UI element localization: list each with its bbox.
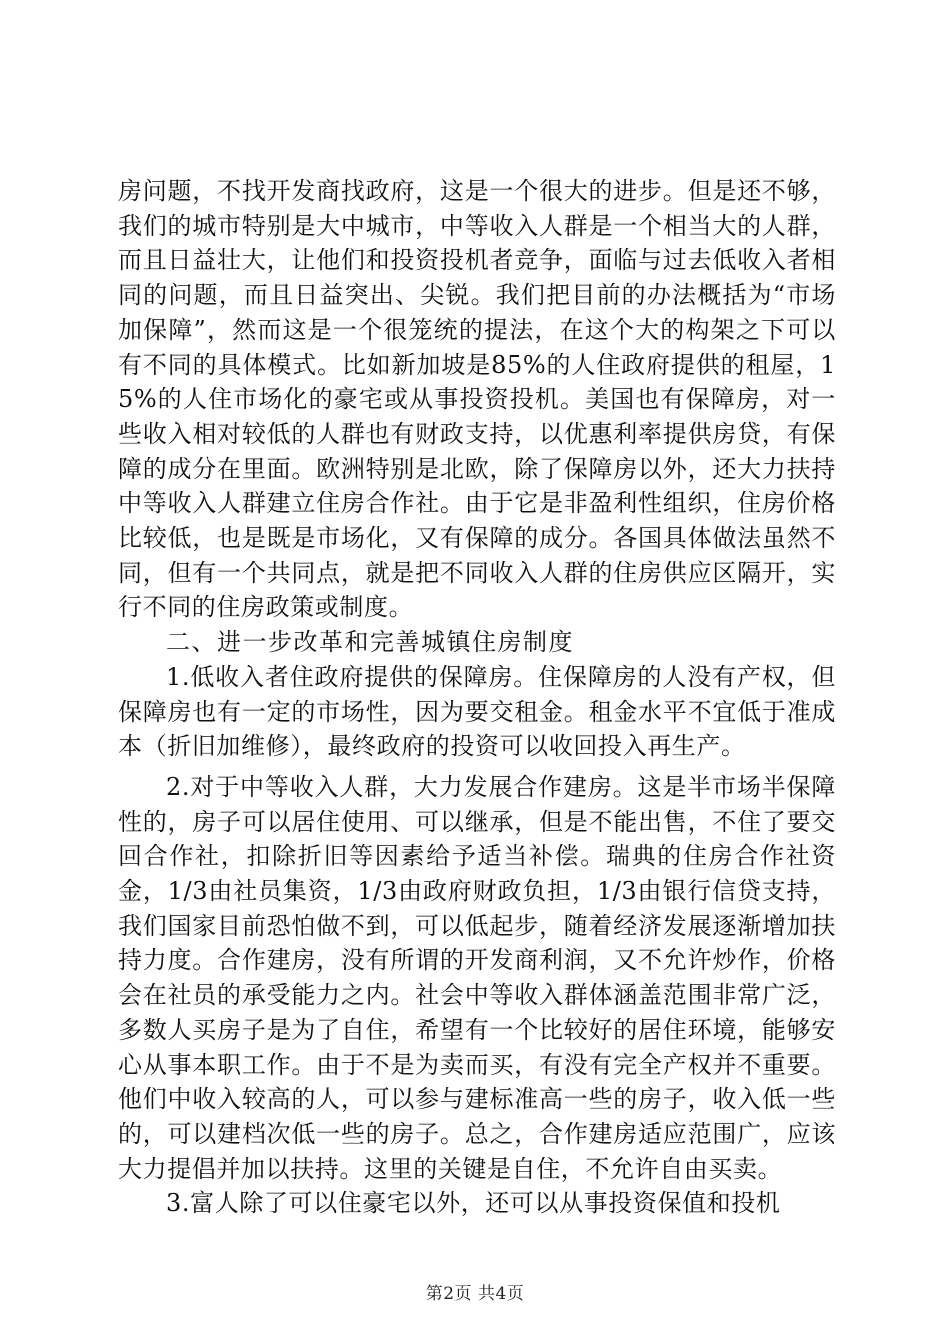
document-body bbox=[118, 174, 836, 1221]
section-heading: 二、进一步改革和完善城镇住房制度 bbox=[166, 628, 574, 657]
page-footer: 第2页 共4页 bbox=[425, 1284, 525, 1304]
list-item-3: 3.富人除了可以住豪宅以外，还可以从事投资保值和投机 bbox=[166, 1189, 781, 1218]
list-item-1: 1.低收入者住政府提供的保障房。住保障房的人没有产权，但保障房也有一定的市场性，因为要交租金。租金水平不宜低于准成本（折旧加维修），最终政府的投资可以收回投入再生产。 bbox=[118, 662, 836, 761]
paragraph-continuation: 房问题，不找开发商找政府，这是一个很大的进步。但是还不够，我们的城市特别是大中城市，中等收入人群是一个相当大的人群，而且日益壮大，让他们和投资投机者竞争，面临与过去低收入者相同的问题，而且日益突出、尖锐。我们把目前的办法概括为“市场加保障”，然而这是一个很笼统的提法，在这个大的构架之下可以有不同的具体模式。比如新加坡是85%的人住政府提供的租屋，15%的人住市场化的豪宅或从事投资投机。美国也有保障房，对一些收入相对较低的人群也有财政支持，以优惠利率提供房贷，有保障的成分在里面。欧洲特别是北欧，除了保障房以外，还大力扶持中等收入人群建立住房合作社。由于它是非盈利性组织，住房价格比较低，也是既是市场化，又有保障的成分。各国具体做法虽然不同，但有一个共同点，就是把不同收入人群的住房供应区隔开，实行不同的住房政策或制度。 bbox=[118, 177, 836, 622]
list-item-2: 2.对于中等收入人群，大力发展合作建房。这是半市场半保障性的，房子可以居住使用、可以继承，但是不能出售，不住了要交回合作社，扣除折旧等因素给予适当补偿。瑞典的住房合作社资金，1/3由社员集资，1/3由政府财政负担，1/3由银行信贷支持，我们国家目前恐怕做不到，可以低起步，随着经济发展逐渐增加扶持力度。合作建房，没有所谓的开发商利润，又不允许炒作，价格会在社员的承受能力之内。社会中等收入群体涵盖范围非常广泛，多数人买房子是为了自住，希望有一个比较好的居住环境，能够安心从事本职工作。由于不是为卖而买，有没有完全产权并不重要。他们中收入较高的人，可以参与建标准高一些的房子，收入低一些的，可以建档次低一些的房子。总之，合作建房适应范围广，应该大力提倡并加以扶持。这里的关键是自住，不允许自由买卖。 bbox=[118, 772, 836, 1183]
